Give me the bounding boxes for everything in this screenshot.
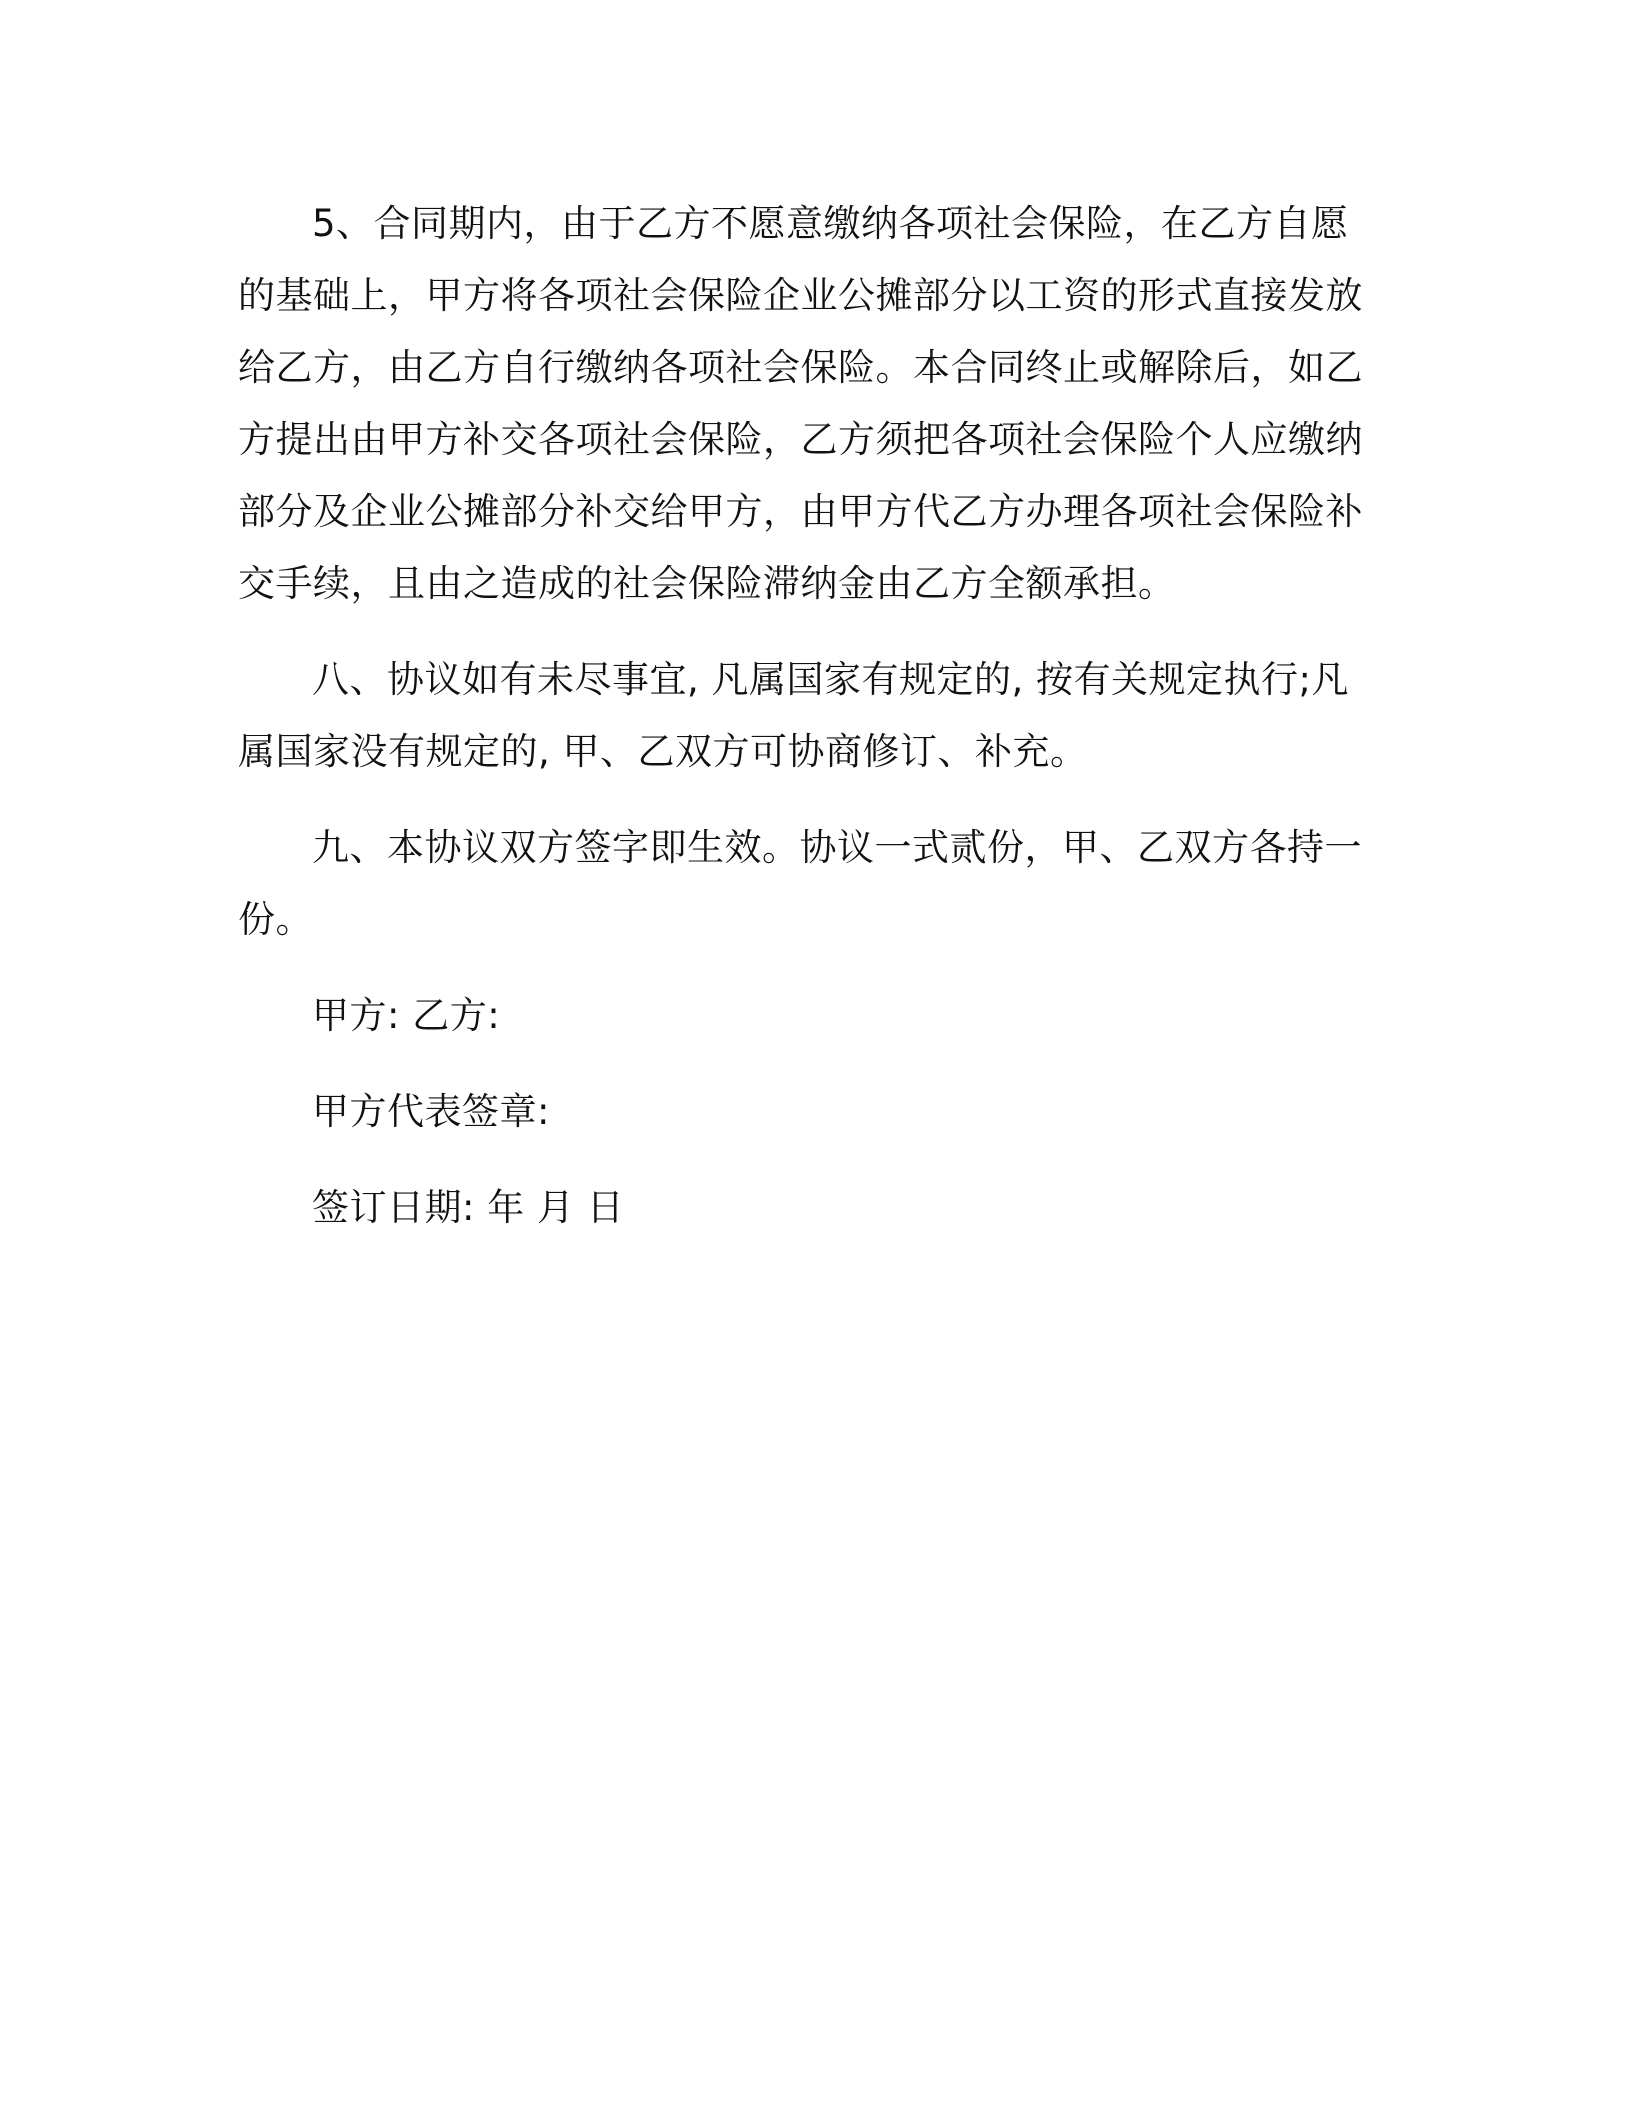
paragraph-social-insurance: 5、合同期内，由于乙方不愿意缴纳各项社会保险，在乙方自愿的基础上，甲方将各项社会保险企业公摊部分以工资的形式直接发放给乙方，由乙方自行缴纳各项社会保险。本合同终止或解除后，如乙方提出由甲方补交各项社会保险，乙方须把各项社会保险个人应缴纳部分及企业公摊部分补交给甲方，由甲方代乙方办理各项社会保险补交手续，且由之造成的社会保险滞纳金由乙方全额承担。 xyxy=(238,202,1363,605)
signing-date: 签订日期: 年 月 日 xyxy=(312,1186,625,1229)
signature-representative: 甲方代表签章: xyxy=(312,1090,550,1133)
document-body xyxy=(238,188,1378,1244)
paragraph-article-eight: 八、协议如有未尽事宜, 凡属国家有规定的, 按有关规定执行;凡属国家没有规定的, 甲、乙双方可协商修订、补充。 xyxy=(238,658,1350,773)
signature-parties: 甲方: 乙方: xyxy=(312,994,501,1037)
paragraph-article-nine: 九、本协议双方签字即生效。协议一式贰份，甲、乙双方各持一份。 xyxy=(238,826,1362,941)
